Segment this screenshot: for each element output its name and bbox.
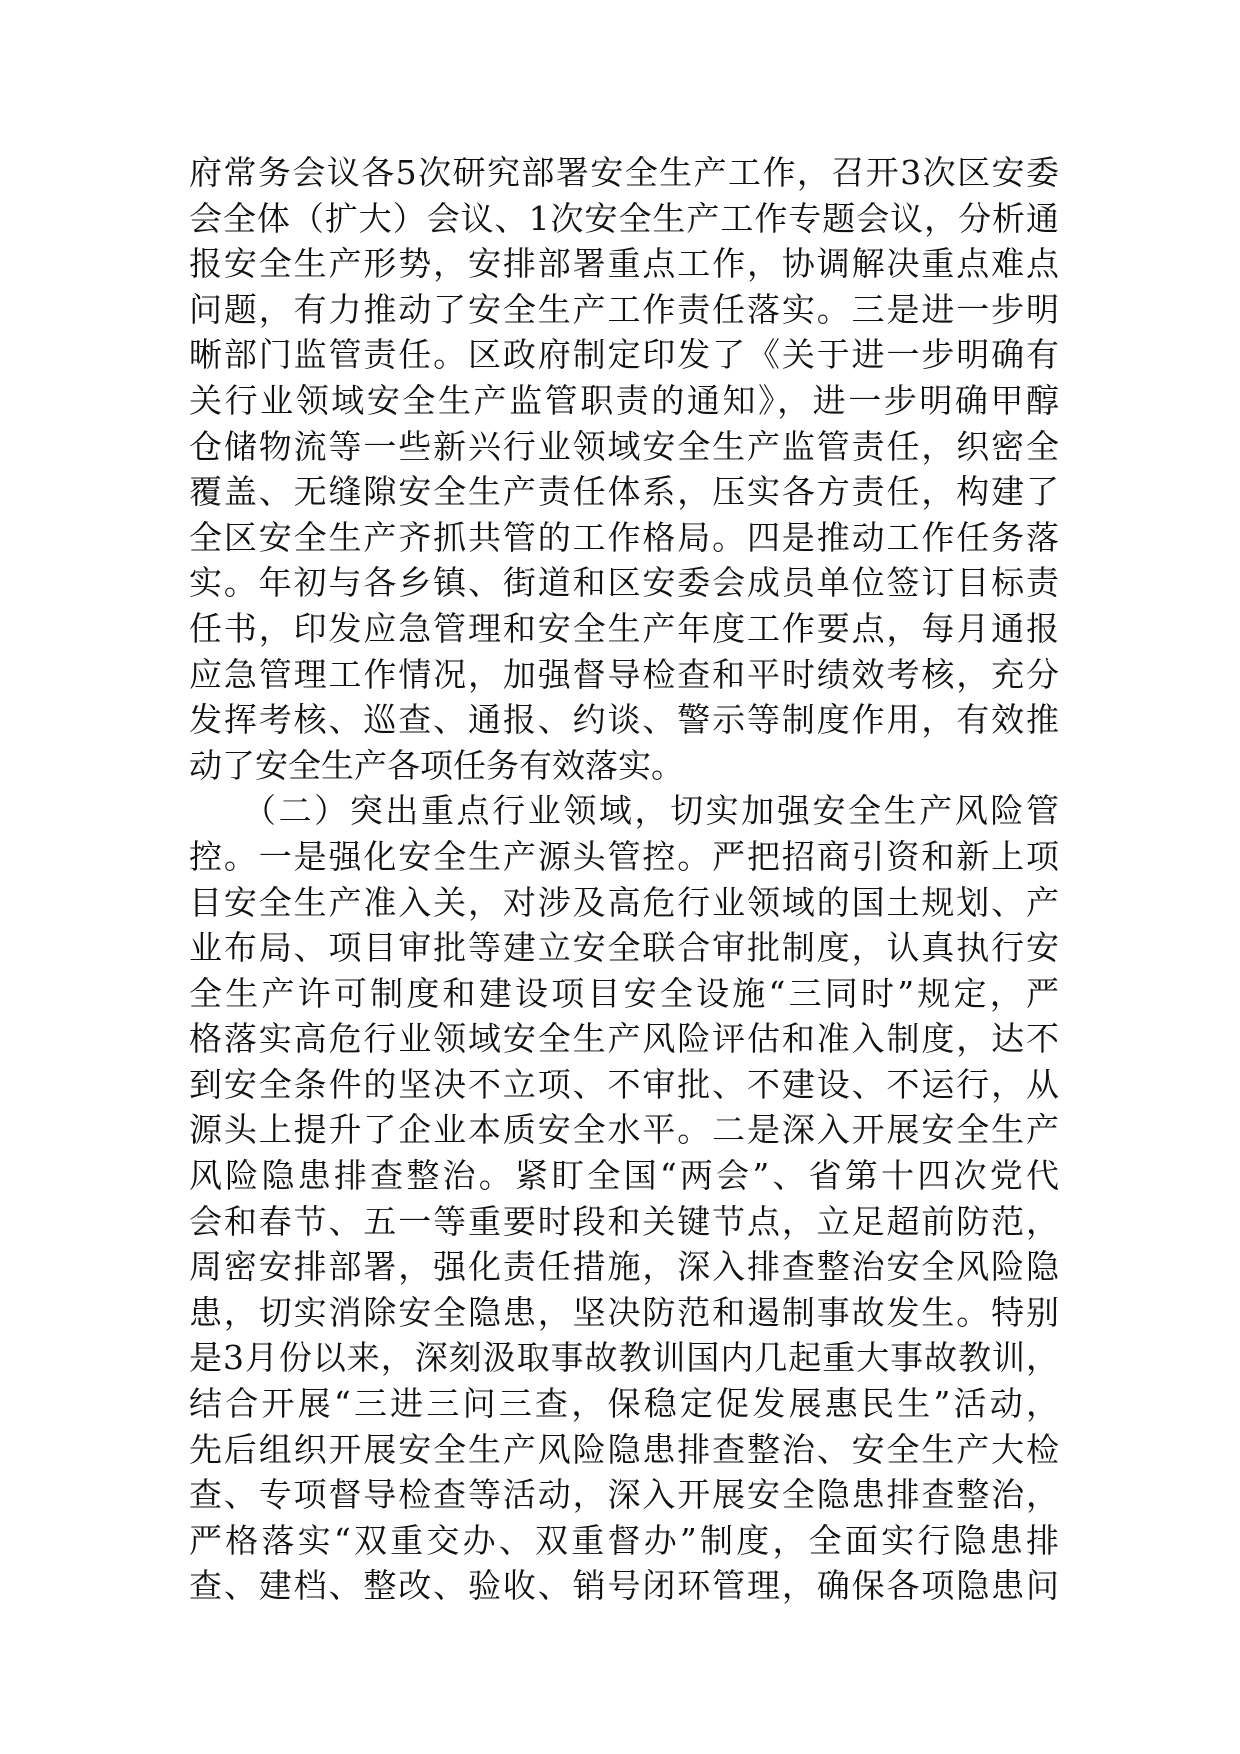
text-line: 风险隐患排查整治。紧盯全国“两会”、省第十四次党代 (189, 1156, 1059, 1196)
text-line: 先后组织开展安全生产风险隐患排查整治、安全生产大检 (189, 1429, 1059, 1469)
text-line: 报安全生产形势，安排部署重点工作，协调解决重点难点 (189, 244, 1059, 284)
text-line: 应急管理工作情况，加强督导检查和平时绩效考核，充分 (189, 654, 1059, 694)
text-line: 源头上提升了企业本质安全水平。二是深入开展安全生产 (189, 1110, 1059, 1150)
text-line: 关行业领域安全生产监管职责的通知》，进一步明确甲醇 (189, 380, 1059, 420)
text-line: 控。一是强化安全生产源头管控。严把招商引资和新上项 (189, 836, 1059, 876)
text-line: 仓储物流等一些新兴行业领域安全生产监管责任，织密全 (189, 426, 1059, 466)
text-line: 查、建档、整改、验收、销号闭环管理，确保各项隐患问 (189, 1566, 1059, 1606)
text-line: 业布局、项目审批等建立安全联合审批制度，认真执行安 (189, 928, 1059, 968)
text-line: 会全体（扩大）会议、1次安全生产工作专题会议，分析通 (189, 198, 1059, 238)
text-line: 实。年初与各乡镇、街道和区安委会成员单位签订目标责 (189, 563, 1059, 603)
text-line: 全生产许可制度和建设项目安全设施“三同时”规定，严 (189, 973, 1059, 1013)
text-line: 问题，有力推动了安全生产工作责任落实。三是进一步明 (189, 289, 1059, 329)
text-line: 晰部门监管责任。区政府制定印发了《关于进一步明确有 (189, 335, 1059, 375)
text-line: 会和春节、五一等重要时段和关键节点，立足超前防范， (189, 1201, 1059, 1241)
text-line: 覆盖、无缝隙安全生产责任体系，压实各方责任，构建了 (189, 472, 1059, 512)
text-line: 结合开展“三进三问三查，保稳定促发展惠民生”活动， (189, 1384, 1059, 1424)
text-line: 严格落实“双重交办、双重督办”制度，全面实行隐患排 (189, 1520, 1059, 1560)
body-text (189, 150, 1059, 1609)
text-line: 格落实高危行业领域安全生产风险评估和准入制度，达不 (189, 1019, 1059, 1059)
text-line: 全区安全生产齐抓共管的工作格局。四是推动工作任务落 (189, 517, 1059, 557)
text-line: 任书，印发应急管理和安全生产年度工作要点，每月通报 (189, 608, 1059, 648)
text-line: 是3月份以来，深刻汲取事故教训国内几起重大事故教训， (189, 1338, 1059, 1378)
text-line: 患，切实消除安全隐患，坚决防范和遏制事故发生。特别 (189, 1292, 1059, 1332)
text-line: 动了安全生产各项任务有效落实。 (189, 745, 684, 785)
text-line: 周密安排部署，强化责任措施，深入排查整治安全风险隐 (189, 1247, 1059, 1287)
text-line: 府常务会议各5次研究部署安全生产工作，召开3次区安委 (189, 153, 1059, 192)
section-heading-line: （二）突出重点行业领域，切实加强安全生产风险管 (243, 791, 1059, 831)
text-line: 发挥考核、巡查、通报、约谈、警示等制度作用，有效推 (189, 700, 1059, 740)
text-line: 到安全条件的坚决不立项、不审批、不建设、不运行，从 (189, 1064, 1059, 1104)
text-line: 查、专项督导检查等活动，深入开展安全隐患排查整治， (189, 1475, 1059, 1515)
text-line: 目安全生产准入关，对涉及高危行业领域的国土规划、产 (189, 882, 1059, 922)
